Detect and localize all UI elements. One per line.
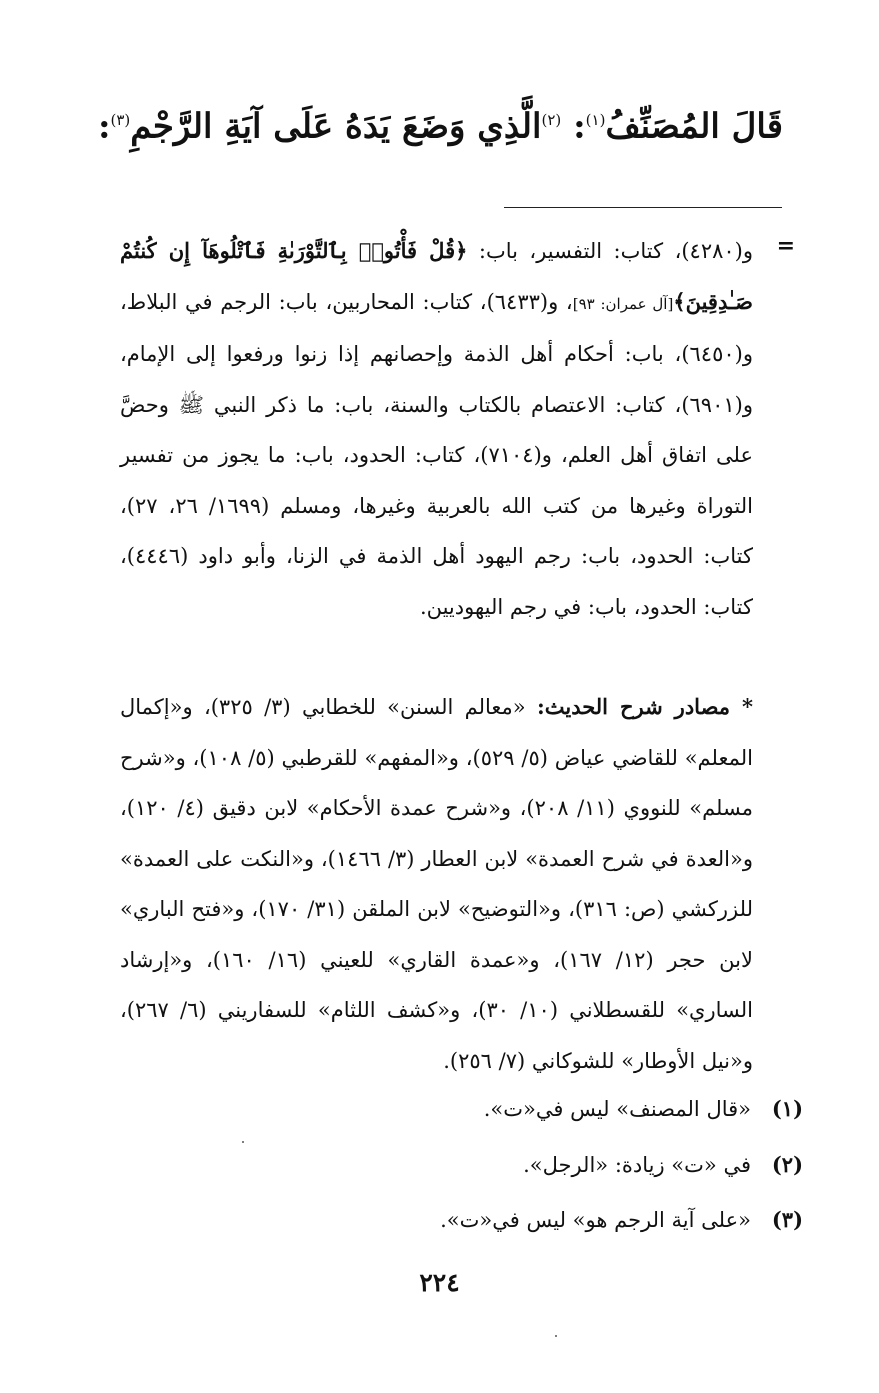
hadith-title-text: الَّذِي وَضَعَ يَدَهُ عَلَى آيَةِ الرَّجْمِ: [130, 106, 542, 147]
footnote-ref-2: (٢): [541, 111, 562, 129]
heading-colon: :: [573, 106, 586, 147]
hadith-heading: [93, 92, 783, 154]
takhrij-part-1: و(٤٢٨٠)، كتاب: التفسير، باب:: [467, 239, 754, 263]
heading-end-colon: :: [97, 106, 111, 147]
quran-verse: ﴿قُلْ فَأْتُوا۟ بِٱلتَّوْرَىٰةِ فَٱتْلُوهَآ إِن كُنتُمْ صَـٰدِقِينَ﴾: [120, 238, 753, 314]
scan-speck: [242, 1141, 244, 1143]
footnote-text: في «ت» زيادة: «الرجل».: [523, 1153, 751, 1177]
sources-text: «معالم السنن» للخطابي (٣/ ٣٢٥)، و«إكمال المعلم» للقاضي عياض (٥/ ٥٢٩)، و«المفهم» للقرطبي (٥/ ١٠٨)، و«شرح مسلم» للنووي (١١/ ٢٠٨)، و«شرح عمدة الأحكام» لابن دقيق (٤/ ١٢٠)، و«العدة في شرح العمدة» لابن العطار (٣/ ١٤٦٦)، و«النكت على العمدة» للزركشي (ص: ٣١٦)، و«التوضيح» لابن الملقن (٣١/ ١٧٠)، و«فتح الباري» لابن حجر (١٢/ ١٦٧)، و«عمدة القاري» للعيني (١٦/ ١٦٠)، و«إرشاد الساري» للقسطلاني (١٠/ ٣٠)، و«كشف اللثام» للسفاريني (٦/ ٢٦٧)، و«نيل الأوطار» للشوكاني (٧/ ٢٥٦).: [120, 695, 753, 1073]
footnote-2: [523, 1150, 803, 1180]
takhrij-part-2: ، و(٦٤٣٣)، كتاب: المحاربين، باب: الرجم في البلاط، و(٦٤٥٠)، باب: أحكام أهل الذمة وإحصانهم إذا زنوا ورفعوا إلى الإمام، و(٦٩٠١)، كتاب: الاعتصام بالكتاب والسنة، باب: ما ذكر النبي ﷺ وحضَّ على اتفاق أهل العلم، و(٧١٠٤)، كتاب: الحدود، باب: ما يجوز من تفسير التوراة وغيرها من كتب الله بالعربية وغيرها، ومسلم (١٦٩٩/ ٢٦، ٢٧)، كتاب: الحدود، باب: رجم اليهود أهل الذمة في الزنا، وأبو داود (٤٤٤٦)، كتاب: الحدود، باب: في رجم اليهوديين.: [120, 289, 753, 619]
footnote-number: (١): [771, 1096, 803, 1121]
continuation-mark: =: [776, 233, 795, 259]
footnote-ref-3: (٣): [110, 111, 131, 129]
hadith-sources-paragraph: [120, 682, 753, 1086]
sources-lead: * مصادر شرح الحديث:: [536, 694, 753, 719]
footnote-separator: [504, 207, 782, 208]
scan-speck: [555, 1335, 557, 1337]
footnote-number: (٢): [771, 1152, 803, 1177]
footnote-number: (٣): [771, 1207, 803, 1232]
takhrij-footnote: [120, 226, 753, 632]
page-number: ٢٢٤: [419, 1268, 460, 1297]
quran-reference: [آل عمران: ٩٣]: [572, 294, 674, 313]
footnote-3: [440, 1205, 803, 1235]
footnote-text: «قال المصنف» ليس في«ت».: [483, 1097, 751, 1121]
footnote-ref-1: (١): [585, 111, 606, 129]
author-said-text: قَالَ المُصَنِّفُ: [605, 106, 783, 147]
footnote-text: «على آية الرجم هو» ليس في«ت».: [440, 1208, 751, 1232]
footnote-1: [484, 1094, 803, 1124]
